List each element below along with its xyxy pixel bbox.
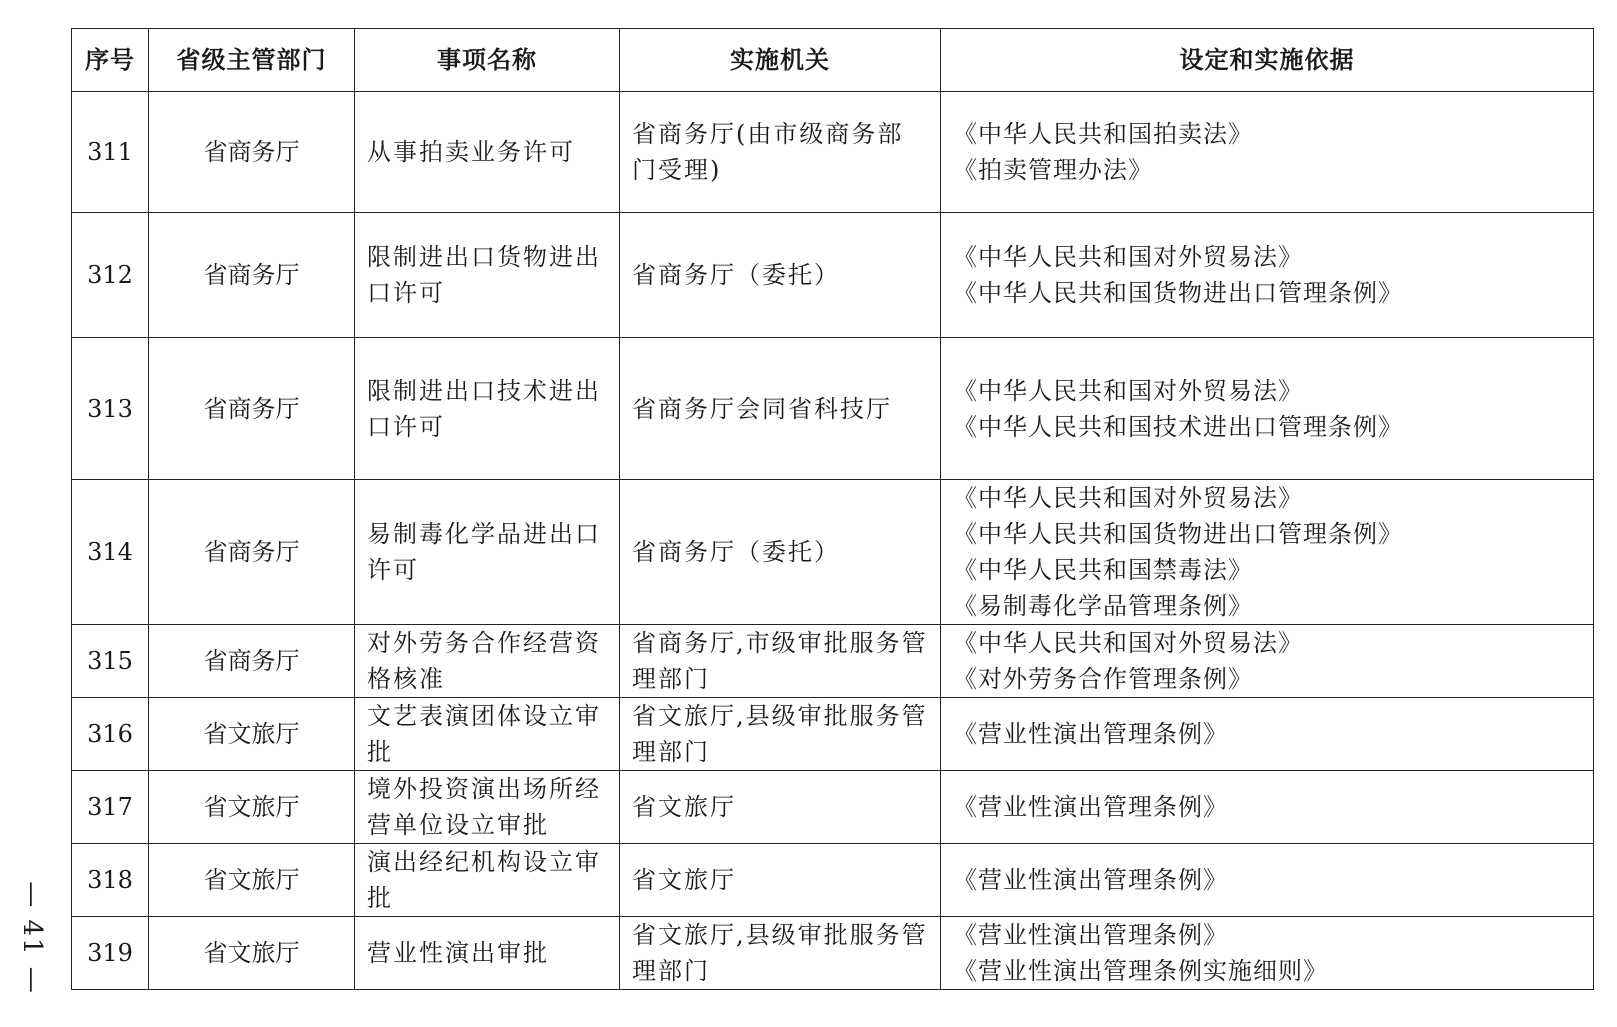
basis-line: 《营业性演出管理条例实施细则》 bbox=[953, 957, 1328, 985]
cell-no: 317 bbox=[72, 771, 149, 844]
basis-line: 《中华人民共和国技术进出口管理条例》 bbox=[953, 412, 1403, 441]
basis-line: 《对外劳务合作管理条例》 bbox=[953, 665, 1253, 693]
cell-dept: 省商务厅 bbox=[149, 338, 355, 480]
table-row bbox=[72, 625, 1594, 698]
cell-basis bbox=[941, 480, 1594, 625]
header-no: 序号 bbox=[72, 29, 149, 92]
header-item: 事项名称 bbox=[355, 29, 620, 92]
cell-no: 311 bbox=[72, 92, 149, 213]
cell-org: 省文旅厅 bbox=[620, 844, 941, 917]
cell-no: 312 bbox=[72, 213, 149, 338]
table-row bbox=[72, 92, 1594, 213]
cell-item: 文艺表演团体设立审批 bbox=[355, 698, 620, 771]
cell-org: 省文旅厅,县级审批服务管理部门 bbox=[620, 698, 941, 771]
cell-basis bbox=[941, 338, 1594, 480]
cell-item: 从事拍卖业务许可 bbox=[355, 92, 620, 213]
cell-basis bbox=[941, 213, 1594, 338]
cell-no: 315 bbox=[72, 625, 149, 698]
basis-line: 《拍卖管理办法》 bbox=[953, 156, 1153, 184]
page-number bbox=[10, 868, 54, 1008]
cell-org: 省商务厅,市级审批服务管理部门 bbox=[620, 625, 941, 698]
basis-line: 《中华人民共和国货物进出口管理条例》 bbox=[953, 520, 1403, 548]
cell-no: 314 bbox=[72, 480, 149, 625]
basis-line: 《中华人民共和国对外贸易法》 bbox=[953, 629, 1303, 657]
basis-line: 《中华人民共和国对外贸易法》 bbox=[953, 484, 1303, 512]
cell-basis bbox=[941, 917, 1594, 990]
cell-no: 319 bbox=[72, 917, 149, 990]
cell-dept: 省商务厅 bbox=[149, 625, 355, 698]
basis-line: 《中华人民共和国对外贸易法》 bbox=[953, 376, 1303, 405]
basis-line: 《营业性演出管理条例》 bbox=[953, 921, 1228, 949]
table-row bbox=[72, 698, 1594, 771]
cell-dept: 省商务厅 bbox=[149, 213, 355, 338]
cell-basis bbox=[941, 92, 1594, 213]
approval-items-table bbox=[71, 28, 1594, 990]
cell-basis bbox=[941, 771, 1594, 844]
cell-dept: 省文旅厅 bbox=[149, 698, 355, 771]
header-basis: 设定和实施依据 bbox=[941, 29, 1594, 92]
cell-no: 313 bbox=[72, 338, 149, 480]
cell-item: 演出经纪机构设立审批 bbox=[355, 844, 620, 917]
cell-org: 省商务厅会同省科技厅 bbox=[620, 338, 941, 480]
cell-org: 省文旅厅 bbox=[620, 771, 941, 844]
basis-line: 《中华人民共和国拍卖法》 bbox=[953, 120, 1253, 148]
cell-item: 限制进出口技术进出口许可 bbox=[355, 338, 620, 480]
basis-line: 《中华人民共和国禁毒法》 bbox=[953, 556, 1253, 584]
cell-basis bbox=[941, 844, 1594, 917]
cell-org: 省商务厅（委托） bbox=[620, 480, 941, 625]
cell-item: 限制进出口货物进出口许可 bbox=[355, 213, 620, 338]
cell-basis bbox=[941, 625, 1594, 698]
cell-item: 境外投资演出场所经营单位设立审批 bbox=[355, 771, 620, 844]
cell-basis bbox=[941, 698, 1594, 771]
cell-no: 316 bbox=[72, 698, 149, 771]
basis-line: 《中华人民共和国对外贸易法》 bbox=[953, 243, 1303, 271]
page-number-text: — 41 — bbox=[17, 881, 47, 995]
cell-item: 对外劳务合作经营资格核准 bbox=[355, 625, 620, 698]
table-row bbox=[72, 917, 1594, 990]
cell-dept: 省文旅厅 bbox=[149, 917, 355, 990]
basis-line: 《营业性演出管理条例》 bbox=[953, 866, 1228, 894]
cell-org: 省商务厅(由市级商务部门受理) bbox=[620, 92, 941, 213]
table-row bbox=[72, 338, 1594, 480]
basis-line: 《营业性演出管理条例》 bbox=[953, 720, 1228, 748]
table-row bbox=[72, 480, 1594, 625]
basis-line: 《中华人民共和国货物进出口管理条例》 bbox=[953, 279, 1403, 307]
cell-item: 易制毒化学品进出口许可 bbox=[355, 480, 620, 625]
table-row bbox=[72, 213, 1594, 338]
cell-no: 318 bbox=[72, 844, 149, 917]
cell-item: 营业性演出审批 bbox=[355, 917, 620, 990]
cell-org: 省文旅厅,县级审批服务管理部门 bbox=[620, 917, 941, 990]
header-org: 实施机关 bbox=[620, 29, 941, 92]
cell-dept: 省商务厅 bbox=[149, 480, 355, 625]
basis-line: 《营业性演出管理条例》 bbox=[953, 793, 1228, 821]
table-row bbox=[72, 771, 1594, 844]
cell-dept: 省文旅厅 bbox=[149, 844, 355, 917]
table-row bbox=[72, 844, 1594, 917]
header-dept: 省级主管部门 bbox=[149, 29, 355, 92]
cell-dept: 省文旅厅 bbox=[149, 771, 355, 844]
basis-line: 《易制毒化学品管理条例》 bbox=[953, 592, 1253, 620]
cell-dept: 省商务厅 bbox=[149, 92, 355, 213]
cell-org: 省商务厅（委托） bbox=[620, 213, 941, 338]
table-header-row bbox=[72, 29, 1594, 92]
